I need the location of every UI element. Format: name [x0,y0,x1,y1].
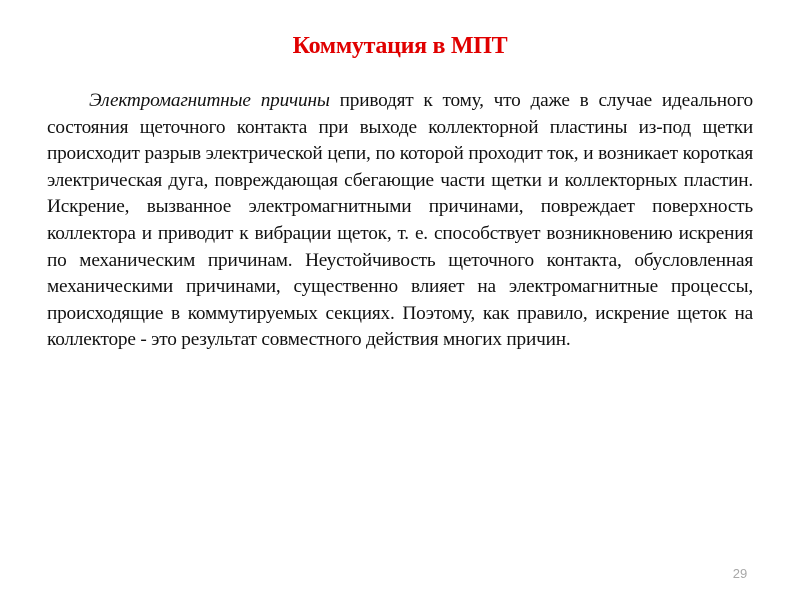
paragraph-text: приводят к тому, что даже в случае идеального состояния щеточного контакта при выходе коллекторной пластины из-под щетки происходит разрыв электрической цепи, по которой проходит ток, и возникает короткая электрическая дуга, повреждающая сбегающие части щетки и коллекторных пластин. Искрение, вызванное электромагнитными причинами, повреждает поверхность коллектора и приводит к вибрации щеток, т. е. способствует возникновению искрения по механическим причинам. Неустойчивость щеточного контакта, обусловленная механическими причинами, существенно влияет на электромагнитные процессы, происходящие в коммутируемых секциях. Поэтому, как правило, искрение щеток на коллекторе - это результат совместного действия многих причин. [47,90,753,351]
italic-lead-phrase: Электромагнитные причины [89,90,330,111]
slide-body-paragraph [47,88,753,354]
slide-title: Коммутация в МПТ [292,33,508,59]
page-number: 29 [732,566,748,581]
